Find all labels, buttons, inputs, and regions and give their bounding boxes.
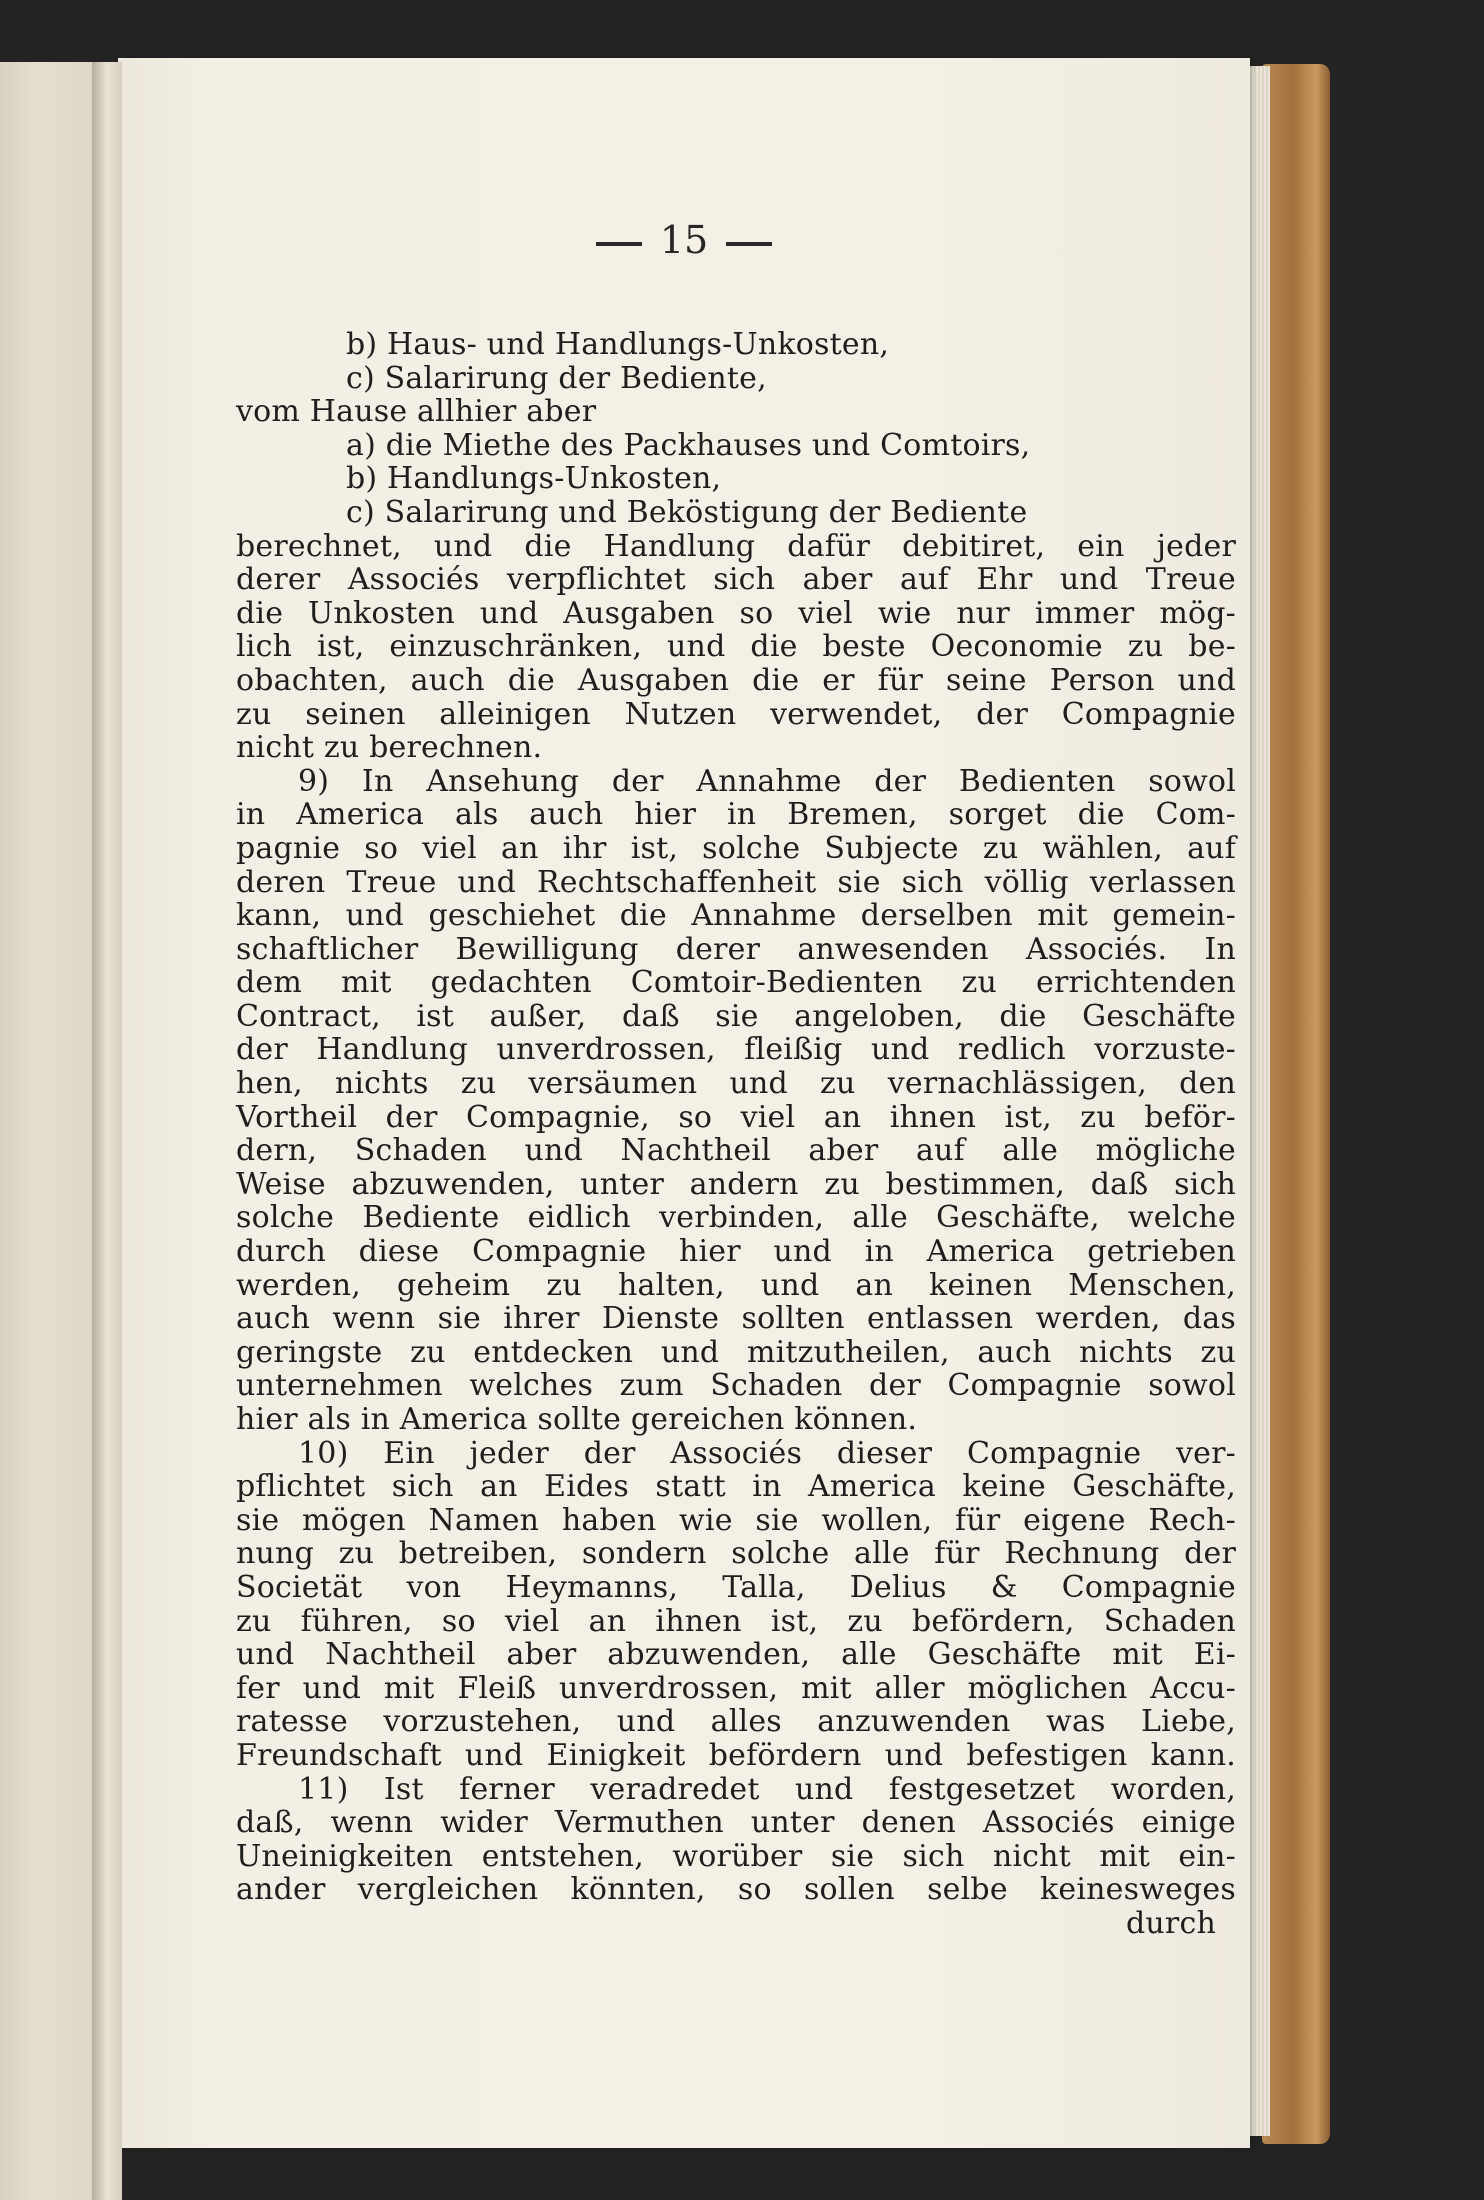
text-line: Societät von Heymanns, Talla, Delius & Compagnie <box>236 1569 1236 1605</box>
text-line: Uneinigkeiten entstehen, worüber sie sich nicht mit ein- <box>236 1838 1236 1874</box>
catchword: durch <box>1126 1905 1216 1941</box>
text-line: a) die Miethe des Packhauses und Comtoirs, <box>346 427 1031 463</box>
text-line: fer und mit Fleiß unverdrossen, mit aller möglichen Accu- <box>236 1670 1236 1706</box>
header-dash-right <box>726 242 772 246</box>
text-line: Freundschaft und Einigkeit befördern und befestigen kann. <box>236 1737 1236 1773</box>
text-line: schaftlicher Bewilligung derer anwesenden Associés. In <box>236 931 1236 967</box>
body-text <box>236 328 1236 1941</box>
text-line: nung zu betreiben, sondern solche alle für Rechnung der <box>236 1536 1236 1572</box>
text-line: solche Bediente eidlich verbinden, alle Geschäfte, welche <box>236 1200 1236 1236</box>
text-line: kann, und geschiehet die Annahme derselben mit gemein- <box>236 898 1236 934</box>
header-dash-left <box>596 242 642 246</box>
text-line: lich ist, einzuschränken, und die beste Oeconomie zu be- <box>236 629 1236 665</box>
text-line: und Nachtheil aber abzuwenden, alle Geschäfte mit Ei- <box>236 1637 1236 1673</box>
text-line: durch diese Compagnie hier und in America getrieben <box>236 1234 1236 1270</box>
text-line: dern, Schaden und Nachtheil aber auf alle mögliche <box>236 1133 1236 1169</box>
text-line: ratesse vorzustehen, und alles anzuwenden was Liebe, <box>236 1704 1236 1740</box>
text-line: Weise abzuwenden, unter andern zu bestimmen, daß sich <box>236 1166 1236 1202</box>
left-page-edge <box>0 62 100 2200</box>
text-line: auch wenn sie ihrer Dienste sollten entlassen werden, das <box>236 1301 1236 1337</box>
text-line: 11) Ist ferner veradredet und festgesetzet worden, <box>298 1771 1236 1807</box>
text-line: die Unkosten und Ausgaben so viel wie nur immer mög- <box>236 595 1236 631</box>
text-line: zu führen, so viel an ihnen ist, zu befördern, Schaden <box>236 1603 1236 1639</box>
text-line: nicht zu berechnen. <box>236 730 543 766</box>
text-line: deren Treue und Rechtschaffenheit sie sich völlig verlassen <box>236 864 1236 900</box>
page-number: 15 <box>659 218 709 262</box>
text-line: geringste zu entdecken und mitzutheilen, auch nichts zu <box>236 1334 1236 1370</box>
text-line: derer Associés verpflichtet sich aber auf Ehr und Treue <box>236 562 1236 598</box>
text-line: zu seinen alleinigen Nutzen verwendet, der Compagnie <box>236 696 1236 732</box>
text-line: unternehmen welches zum Schaden der Compagnie sowol <box>236 1368 1236 1404</box>
text-line: der Handlung unverdrossen, fleißig und redlich vorzuste- <box>236 1032 1236 1068</box>
text-line: b) Haus- und Handlungs-Unkosten, <box>346 327 890 362</box>
text-line: pflichtet sich an Eides statt in America keine Geschäfte, <box>236 1469 1236 1505</box>
text-line: Vortheil der Compagnie, so viel an ihnen ist, zu beför- <box>236 1099 1236 1135</box>
text-line: b) Handlungs-Unkosten, <box>346 461 722 497</box>
text-line: pagnie so viel an ihr ist, solche Subjecte zu wählen, auf <box>236 830 1236 866</box>
page-header <box>118 218 1250 262</box>
text-line: ander vergleichen könnten, so sollen selbe keinesweges <box>236 1872 1236 1908</box>
page <box>118 58 1250 2148</box>
text-line: hier als in America sollte gereichen können. <box>236 1402 918 1437</box>
text-line: in America als auch hier in Bremen, sorget die Com- <box>236 797 1236 833</box>
text-line: sie mögen Namen haben wie sie wollen, für eigene Rech- <box>236 1502 1236 1538</box>
text-line: Contract, ist außer, daß sie angeloben, die Geschäfte <box>236 998 1236 1034</box>
text-line: vom Hause allhier aber <box>236 394 597 430</box>
text-line: daß, wenn wider Vermuthen unter denen Associés einige <box>236 1805 1236 1841</box>
text-line: 9) In Ansehung der Annahme der Bedienten sowol <box>298 763 1236 799</box>
text-line: c) Salarirung und Beköstigung der Bediente <box>346 494 1028 530</box>
text-line: c) Salarirung der Bediente, <box>346 360 767 396</box>
text-line: hen, nichts zu versäumen und zu vernachlässigen, den <box>236 1066 1236 1102</box>
book-gutter <box>92 62 122 2200</box>
text-line: obachten, auch die Ausgaben die er für seine Person und <box>236 662 1236 698</box>
text-line: berechnet, und die Handlung dafür debitiret, ein jeder <box>236 528 1236 564</box>
book-cover-edge <box>1262 64 1330 2144</box>
text-line: werden, geheim zu halten, und an keinen Menschen, <box>236 1267 1236 1303</box>
text-line: dem mit gedachten Comtoir-Bedienten zu errichtenden <box>236 965 1236 1001</box>
text-line: 10) Ein jeder der Associés dieser Compagnie ver- <box>298 1435 1236 1471</box>
